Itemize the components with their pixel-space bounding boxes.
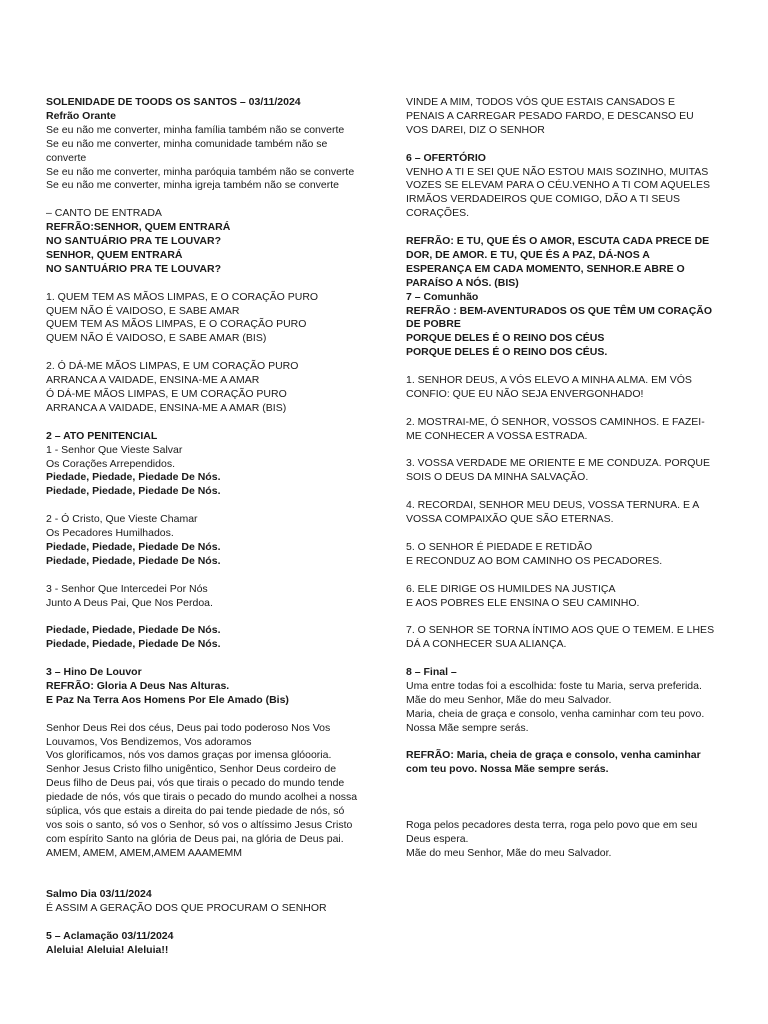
aclamacao-text: Aleluia! Aleluia! Aleluia!!: [46, 944, 169, 957]
text-line: Maria, cheia de graça e consolo, venha caminhar com teu povo.: [406, 707, 705, 720]
louvor-body: [46, 722, 364, 861]
final-refrain: [406, 749, 724, 777]
text-line: 1. QUEM TEM AS MÃOS LIMPAS, E O CORAÇÃO PURO: [46, 290, 319, 303]
text-line: Mãe do meu Senhor, Mãe do meu Salvador.: [406, 693, 612, 706]
text-line: ME CONHECER A VOSSA ESTRADA.: [406, 429, 588, 442]
text-line: REFRÃO:SENHOR, QUEM ENTRARÁ: [46, 221, 231, 234]
text-line: VINDE A MIM, TODOS VÓS QUE ESTAIS CANSADOS E: [406, 96, 675, 108]
ofertorio-refrain: [406, 235, 724, 291]
text-line: Piedade, Piedade, Piedade De Nós.: [46, 638, 221, 651]
penitencial-stanza-3-response: [46, 624, 364, 652]
text-line: REFRÃO : BEM-AVENTURADOS OS QUE TÊM UM CORAÇÃO: [406, 304, 713, 317]
text-line: SENHOR, QUEM ENTRARÁ: [46, 248, 183, 261]
text-line: Roga pelos pecadores desta terra, roga pelo povo que em seu: [406, 818, 698, 831]
comunhao-verse-1: [406, 374, 724, 402]
final-section: [406, 666, 724, 736]
text-line: Louvamos, Vos Bendizemos, Vos adoramos: [46, 735, 252, 748]
text-line: 6. ELE DIRIGE OS HUMILDES NA JUSTIÇA: [406, 582, 616, 595]
entrada-section: [46, 207, 364, 277]
text-line: DOR, DE AMOR. E TU, QUE ÉS A PAZ, DÁ-NOS A: [406, 248, 650, 261]
final-heading: 8 – Final –: [406, 666, 457, 678]
text-line: com teu povo. Nossa Mãe sempre serás.: [406, 763, 609, 776]
comunhao-verse-4: [406, 499, 724, 527]
text-line: Piedade, Piedade, Piedade De Nós.: [46, 540, 221, 553]
right-column: [406, 96, 724, 875]
text-line: Nossa Mãe sempre serás.: [406, 721, 529, 734]
text-line: PARAÍSO A NÓS. (BIS): [406, 276, 519, 289]
entrada-verse-1: [46, 291, 364, 347]
text-line: Senhor Jesus Cristo filho unigêntico, Senhor Deus cordeiro de: [46, 763, 337, 776]
comunhao-heading: 7 – Comunhão: [406, 290, 479, 303]
text-line: Mãe do meu Senhor, Mãe do meu Salvador.: [406, 846, 612, 859]
text-line: IRMÃOS VERDADEIROS QUE COMIGO, DÃO A TI SEUS: [406, 193, 681, 206]
comunhao-verse-7: [406, 624, 724, 652]
text-line: VENHO A TI E SEI QUE NÃO ESTOU MAIS SOZINHO, MUITAS: [406, 165, 709, 178]
text-line: Piedade, Piedade, Piedade De Nós.: [46, 471, 221, 484]
text-line: Deus espera.: [406, 832, 469, 845]
penitencial-heading: 2 – ATO PENITENCIAL: [46, 429, 158, 442]
salmo-text: É ASSIM A GERAÇÃO DOS QUE PROCURAM O SENHOR: [46, 902, 327, 915]
text-line: ESPERANÇA EM CADA MOMENTO, SENHOR.E ABRE O: [406, 262, 685, 275]
text-line: Deus filho de Deus pai, vós que tirais o pecado do mundo tende: [46, 777, 345, 790]
text-line: E AOS POBRES ELE ENSINA O SEU CAMINHO.: [406, 596, 640, 609]
text-line: DÁ A CONHECER SUA ALIANÇA.: [406, 638, 567, 651]
text-line: Senhor Deus Rei dos céus, Deus pai todo poderoso Nos Vos: [46, 721, 331, 734]
penitencial-section: [46, 430, 364, 500]
louvor-heading: 3 – Hino De Louvor: [46, 666, 142, 679]
text-line: PENAIS A CARREGAR PESADO FARDO, E DESCANSO EU: [406, 109, 694, 122]
comunhao-section: [406, 291, 724, 361]
text-line: QUEM NÃO É VAIDOSO, E SABE AMAR (BIS): [46, 332, 267, 345]
text-line: REFRÃO: Gloria A Deus Nas Alturas.: [46, 679, 230, 692]
text-line: CORAÇÕES.: [406, 207, 470, 220]
text-line: Uma entre todas foi a escolhida: foste tu Maria, serva preferida.: [406, 679, 702, 692]
text-line: NO SANTUÁRIO PRA TE LOUVAR?: [46, 262, 221, 275]
comunhao-verse-2: [406, 416, 724, 444]
salmo-section: [46, 888, 364, 916]
comunhao-verse-3: [406, 457, 724, 485]
text-line: 5. O SENHOR É PIEDADE E RETIDÃO: [406, 540, 593, 553]
final-verse-2: [406, 819, 724, 861]
text-line: 7. O SENHOR SE TORNA ÍNTIMO AOS QUE O TEMEM. E LHES: [406, 624, 715, 637]
refrao-orante-section: [46, 96, 364, 193]
text-line: VOZES SE ELEVAM PARA O CÉU.VENHO A TI COM AQUELES: [406, 179, 711, 192]
text-line: Junto A Deus Pai, Que Nos Perdoa.: [46, 596, 213, 609]
text-line: vos sois o santo, só vos o Senhor, só vos o altíssimo Jesus Cristo: [46, 818, 353, 831]
text-line: súplica, vós que estais a direita do pai tende piedade de nós, só: [46, 805, 345, 818]
louvor-section: [46, 666, 364, 708]
text-line: 1. SENHOR DEUS, A VÓS ELEVO A MINHA ALMA. EM VÓS: [406, 374, 692, 387]
entrada-verse-2: [46, 360, 364, 416]
text-line: ARRANCA A VAIDADE, ENSINA-ME A AMAR (BIS): [46, 401, 287, 414]
text-line: Os Corações Arrependidos.: [46, 457, 175, 470]
text-line: 2. Ó DÁ-ME MÃOS LIMPAS, E UM CORAÇÃO PURO: [46, 360, 299, 373]
comunhao-verse-5: [406, 541, 724, 569]
text-line: com espírito Santo na glória de Deus pai, na glória de Deus pai.: [46, 832, 344, 845]
text-line: NO SANTUÁRIO PRA TE LOUVAR?: [46, 235, 221, 248]
text-line: Piedade, Piedade, Piedade De Nós.: [46, 485, 221, 498]
left-column: [46, 96, 364, 972]
salmo-heading: Salmo Dia 03/11/2024: [46, 888, 152, 901]
entrada-heading: – CANTO DE ENTRADA: [46, 207, 162, 220]
text-line: VOS DAREI, DIZ O SENHOR: [406, 123, 545, 136]
ofertorio-heading: 6 – OFERTÓRIO: [406, 151, 486, 164]
text-line: SOIS O DEUS DA MINHA SALVAÇÃO.: [406, 471, 589, 484]
text-line: DE POBRE: [406, 318, 461, 331]
text-line: 3. VOSSA VERDADE ME ORIENTE E ME CONDUZA. PORQUE: [406, 457, 710, 470]
text-line: Os Pecadores Humilhados.: [46, 527, 174, 540]
refrao-orante-heading: Refrão Orante: [46, 109, 117, 122]
text-line: Piedade, Piedade, Piedade De Nós.: [46, 554, 221, 567]
text-line: Se eu não me converter, minha família também não se converte: [46, 123, 345, 136]
text-line: Piedade, Piedade, Piedade De Nós.: [46, 624, 221, 637]
comunhao-verse-6: [406, 583, 724, 611]
text-line: AMEM, AMEM, AMEM,AMEM AAAMEMM: [46, 846, 243, 859]
text-line: PORQUE DELES É O REINO DOS CÉUS: [406, 332, 605, 345]
text-line: Ó DÁ-ME MÃOS LIMPAS, E UM CORAÇÃO PURO: [46, 387, 287, 400]
document-title: SOLENIDADE DE TOODS OS SANTOS – 03/11/2024: [46, 96, 301, 108]
text-line: E RECONDUZ AO BOM CAMINHO OS PECADORES.: [406, 554, 663, 567]
text-line: piedade de nós, vós que tirais o pecado do mundo acolhei a nossa: [46, 791, 358, 804]
vinde-section: [406, 96, 724, 138]
text-line: PORQUE DELES É O REINO DOS CÉUS.: [406, 346, 608, 359]
text-line: CONFIO: QUE EU NÃO SEJA ENVERGONHADO!: [406, 387, 644, 400]
text-line: Vos glorificamos, nós vos damos graças por imensa glóooria.: [46, 749, 332, 762]
text-line: ARRANCA A VAIDADE, ENSINA-ME A AMAR: [46, 374, 260, 387]
aclamacao-heading: 5 – Aclamação 03/11/2024: [46, 930, 174, 943]
text-line: REFRÃO: Maria, cheia de graça e consolo, venha caminhar: [406, 749, 701, 762]
text-line: Se eu não me converter, minha paróquia também não se converte: [46, 165, 355, 178]
text-line: E Paz Na Terra Aos Homens Por Ele Amado (Bis): [46, 693, 289, 706]
text-line: Se eu não me converter, minha comunidade também não se: [46, 137, 328, 150]
aclamacao-section: [46, 930, 364, 958]
text-line: QUEM NÃO É VAIDOSO, E SABE AMAR: [46, 304, 240, 317]
text-line: 2 - Ó Cristo, Que Vieste Chamar: [46, 513, 198, 526]
ofertorio-section: [406, 152, 724, 222]
text-line: QUEM TEM AS MÃOS LIMPAS, E O CORAÇÃO PURO: [46, 318, 307, 331]
penitencial-stanza-3: [46, 583, 364, 611]
text-line: REFRÃO: E TU, QUE ÉS O AMOR, ESCUTA CADA PRECE DE: [406, 235, 710, 248]
text-line: Se eu não me converter, minha igreja também não se converte: [46, 179, 339, 192]
text-line: VOSSA COMPAIXÃO QUE SÃO ETERNAS.: [406, 513, 614, 526]
text-line: converte: [46, 151, 87, 164]
text-line: 3 - Senhor Que Intercedei Por Nós: [46, 582, 208, 595]
text-line: 2. MOSTRAI-ME, Ó SENHOR, VOSSOS CAMINHOS. E FAZEI-: [406, 415, 705, 428]
text-line: 1 - Senhor Que Vieste Salvar: [46, 443, 183, 456]
text-line: 4. RECORDAI, SENHOR MEU DEUS, VOSSA TERNURA. E A: [406, 499, 700, 512]
penitencial-stanza-2: [46, 513, 364, 569]
